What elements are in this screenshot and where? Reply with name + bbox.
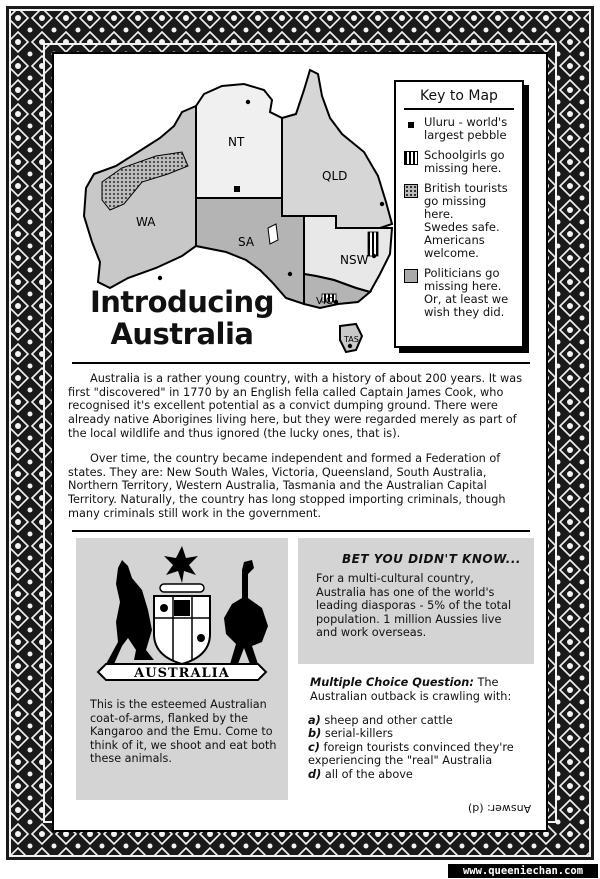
dotted-pattern-icon: [404, 184, 418, 198]
key-item-politicians: [404, 267, 514, 319]
key-title: Key to Map: [404, 88, 514, 110]
banner-text: AUSTRALIA: [134, 666, 230, 681]
mcq-label: Multiple Choice Question:: [310, 676, 474, 689]
city-dot: [348, 344, 352, 348]
map-key: [394, 80, 524, 348]
schoolgirls-area: [368, 232, 378, 256]
mcq-option-a: a) sheep and other cattle: [308, 714, 453, 727]
title-line-2: Australia: [110, 317, 254, 351]
wreath: [160, 584, 204, 592]
fun-fact-panel: [298, 538, 534, 664]
region-wa: [84, 106, 196, 288]
city-dot: [288, 272, 292, 276]
key-item-text: Uluru - world's largest pebble: [424, 115, 508, 142]
article-page: [52, 52, 548, 832]
key-item-uluru: [404, 116, 514, 142]
divider: [72, 530, 530, 532]
star-icon: [164, 546, 198, 583]
dot-marker-icon: [404, 118, 418, 132]
emu-icon: [224, 560, 268, 664]
city-dot: [372, 254, 376, 258]
key-item-text: Politicians go missing here. Or, at least we wish they did.: [424, 266, 509, 319]
site-url: www.queeniechan.com: [448, 864, 598, 878]
mcq-options: [308, 714, 540, 781]
mcq-option-b: b) serial-killers: [308, 727, 394, 741]
coat-of-arms-illustration: [76, 538, 288, 688]
striped-pattern-icon: [404, 151, 418, 165]
region-label-qld: QLD: [322, 169, 348, 183]
sa-lake: [268, 224, 278, 244]
coat-of-arms-caption: This is the esteemed Australian coat-of-arms, flanked by the Kangaroo and the Emu. Come to think of it, we shoot and eat both these animals.: [90, 698, 277, 766]
grey-fill-icon: [404, 269, 418, 283]
city-dot: [246, 100, 250, 104]
mcq-answer: Answer: (d): [468, 802, 532, 815]
region-label-sa: SA: [238, 235, 255, 249]
mcq-question: [310, 676, 540, 703]
page-title: [90, 286, 274, 350]
federation-paragraph: Over time, the country became independent and formed a Federation of states. They are: New South Wales, Victoria, Queensland, South Australia, Northern Territory, Western Australia, Tasmania and the Australian Capital Territory. Naturally, the country has long stopped importing criminals, though many criminals still work in the government.: [68, 452, 506, 520]
region-label-tas: TAS: [344, 335, 359, 344]
city-dot: [334, 300, 338, 304]
uluru-marker: [234, 186, 240, 192]
key-item-text: British tourists go missing here. Swedes safe. Americans welcome.: [424, 181, 508, 260]
region-label-wa: WA: [136, 215, 156, 229]
region-label-vic: VIC: [316, 296, 333, 307]
key-item-schoolgirls: [404, 149, 514, 175]
mcq-option-d: d) all of the above: [308, 767, 413, 781]
region-label-nt: NT: [228, 135, 245, 149]
city-dot: [158, 276, 162, 280]
intro-paragraph: Australia is a rather young country, with a history of about 200 years. It was first "discovered" in 1770 by an English fella called Captain James Cook, who recognised it's excellent potential as a convict dumping ground. There were already native Aborigines living here, but they were regarded merely as part of the local wildlife and thus ignored (the lucky ones, that is).: [68, 372, 523, 440]
coat-of-arms-panel: [76, 538, 288, 800]
region-qld: [282, 70, 392, 228]
title-line-1: Introducing: [90, 285, 274, 319]
mcq-option-c: c) foreign tourists convinced they're experiencing the "real" Australia: [308, 740, 514, 768]
key-item-tourists: [404, 182, 514, 260]
divider: [72, 362, 530, 364]
city-dot: [380, 202, 384, 206]
key-item-text: Schoolgirls go missing here.: [424, 148, 505, 175]
fun-fact-text: For a multi-cultural country, Australia has one of the world's leading diasporas - 5% of the total population. 1 million Aussies live and work overseas.: [316, 572, 512, 640]
mcq-question-text: The Australian outback is crawling with:: [310, 676, 512, 703]
region-label-nsw: NSW: [340, 253, 369, 267]
fun-fact-title: BET YOU DIDN'T KNOW...: [342, 552, 521, 566]
kangaroo-icon: [106, 560, 154, 664]
